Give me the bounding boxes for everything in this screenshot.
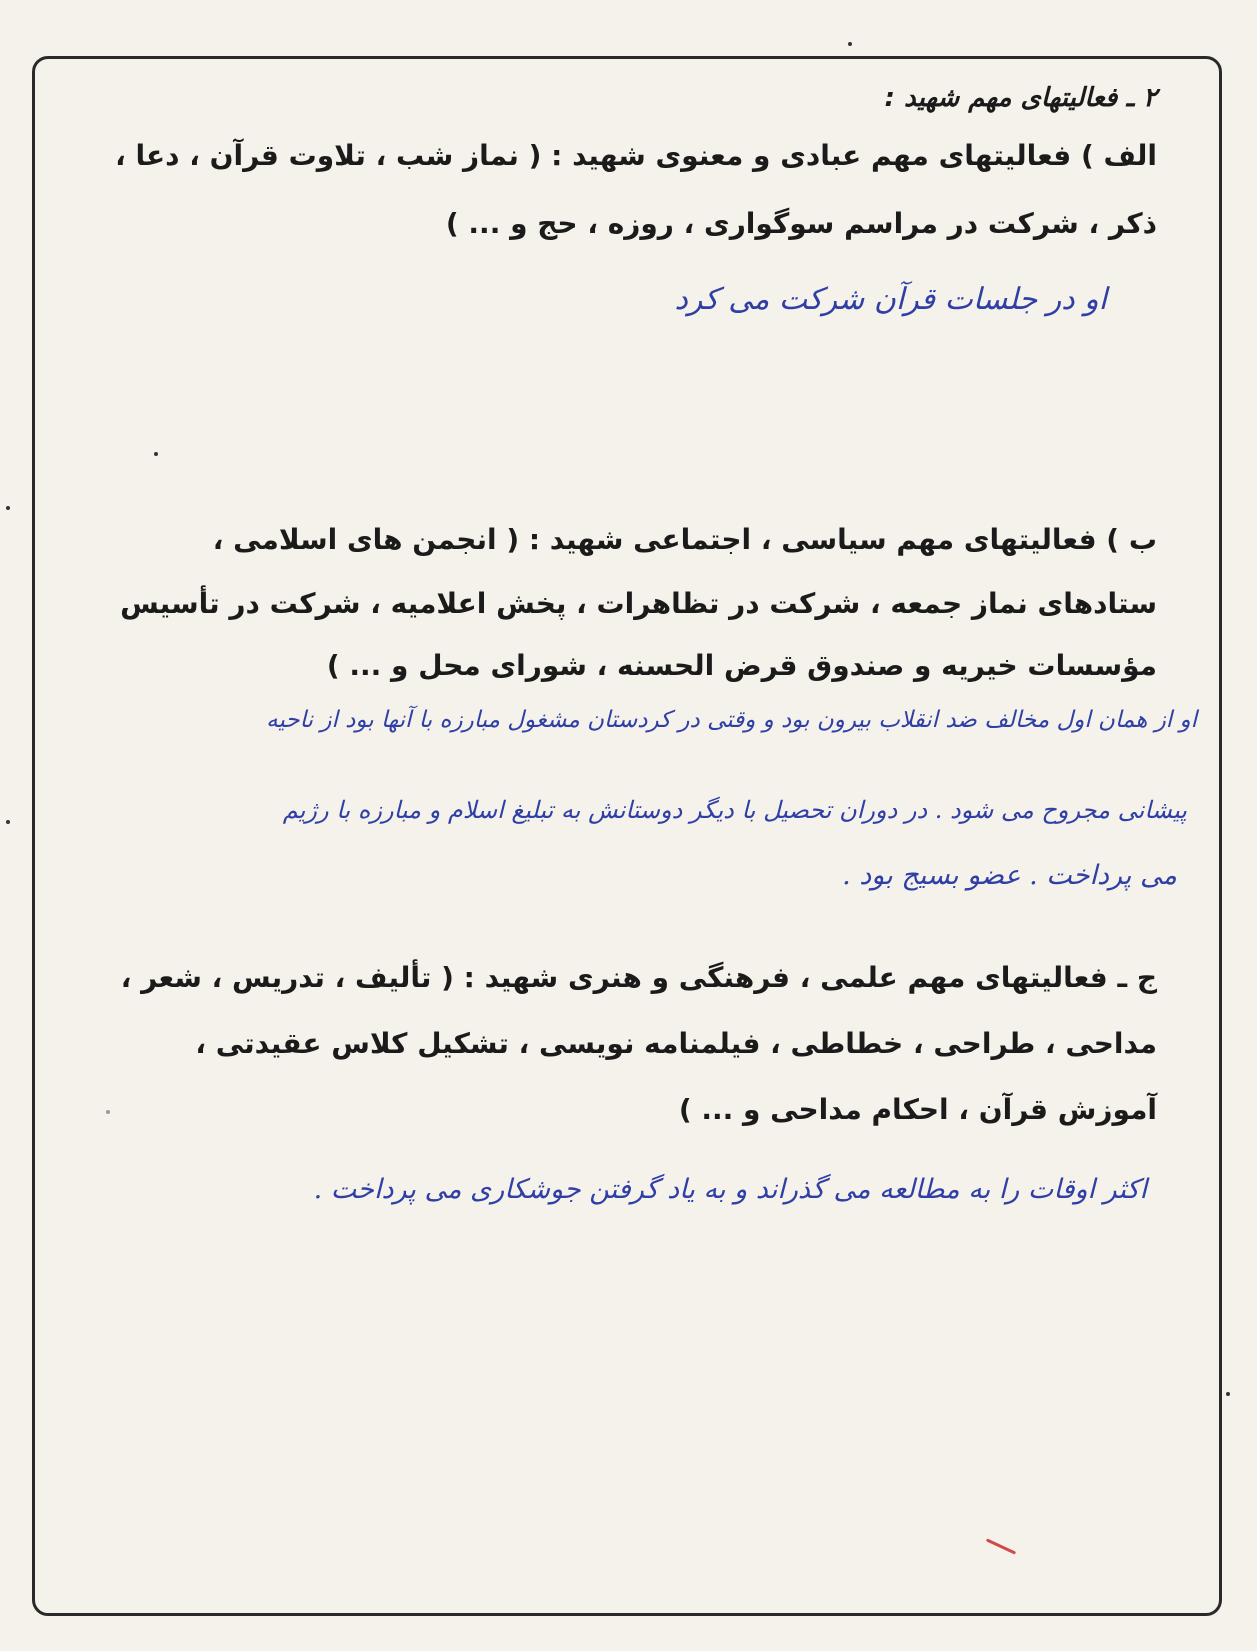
section-b-handwritten-note-2: پیشانی مجروح می شود . در دوران تحصیل با دیگر دوستانش به تبلیغ اسلام و مبارزه با رژیم (282, 796, 1187, 824)
scan-speck (106, 1110, 110, 1114)
scan-speck (848, 42, 852, 46)
section-a-line-2: ذکر ، شرکت در مراسم سوگواری ، روزه ، حج و ... ) (445, 207, 1157, 240)
scan-speck (6, 506, 10, 510)
section-b-line-1: ب ) فعالیتهای مهم سیاسی ، اجتماعی شهید : ( انجمن های اسلامی ، (212, 523, 1157, 556)
section-b-handwritten-note-1: او از همان اول مخالف ضد انقلاب بیرون بود و وقتی در کردستان مشغول مبارزه با آنها بود از ناحیه (266, 707, 1197, 733)
section-c-line-2: مداحی ، طراحی ، خطاطی ، فیلمنامه نویسی ، تشکیل کلاس عقیدتی ، (195, 1027, 1157, 1060)
scan-speck (6, 820, 10, 824)
section-c-line-3: آموزش قرآن ، احکام مداحی و ... ) (678, 1093, 1157, 1126)
section-heading: ۲ ـ فعالیتهای مهم شهید : (884, 83, 1157, 113)
section-c-line-1: ج ـ فعالیتهای مهم علمی ، فرهنگی و هنری شهید : ( تألیف ، تدریس ، شعر ، (120, 961, 1157, 994)
section-b-line-3: مؤسسات خیریه و صندوق قرض الحسنه ، شورای محل و ... ) (326, 649, 1157, 682)
scan-speck (1226, 1392, 1230, 1396)
section-b-line-2: ستادهای نماز جمعه ، شرکت در تظاهرات ، پخش اعلامیه ، شرکت در تأسیس (120, 587, 1157, 620)
section-b-handwritten-note-3: می پرداخت . عضو بسیج بود . (842, 860, 1177, 891)
section-a-line-1: الف ) فعالیتهای مهم عبادی و معنوی شهید : ( نماز شب ، تلاوت قرآن ، دعا ، (115, 139, 1157, 172)
section-a-handwritten-note: او در جلسات قرآن شرکت می کرد (674, 282, 1107, 317)
scan-speck (154, 452, 158, 456)
section-c-handwritten-note: اکثر اوقات را به مطالعه می گذراند و به یاد گرفتن جوشکاری می پرداخت . (313, 1174, 1147, 1205)
